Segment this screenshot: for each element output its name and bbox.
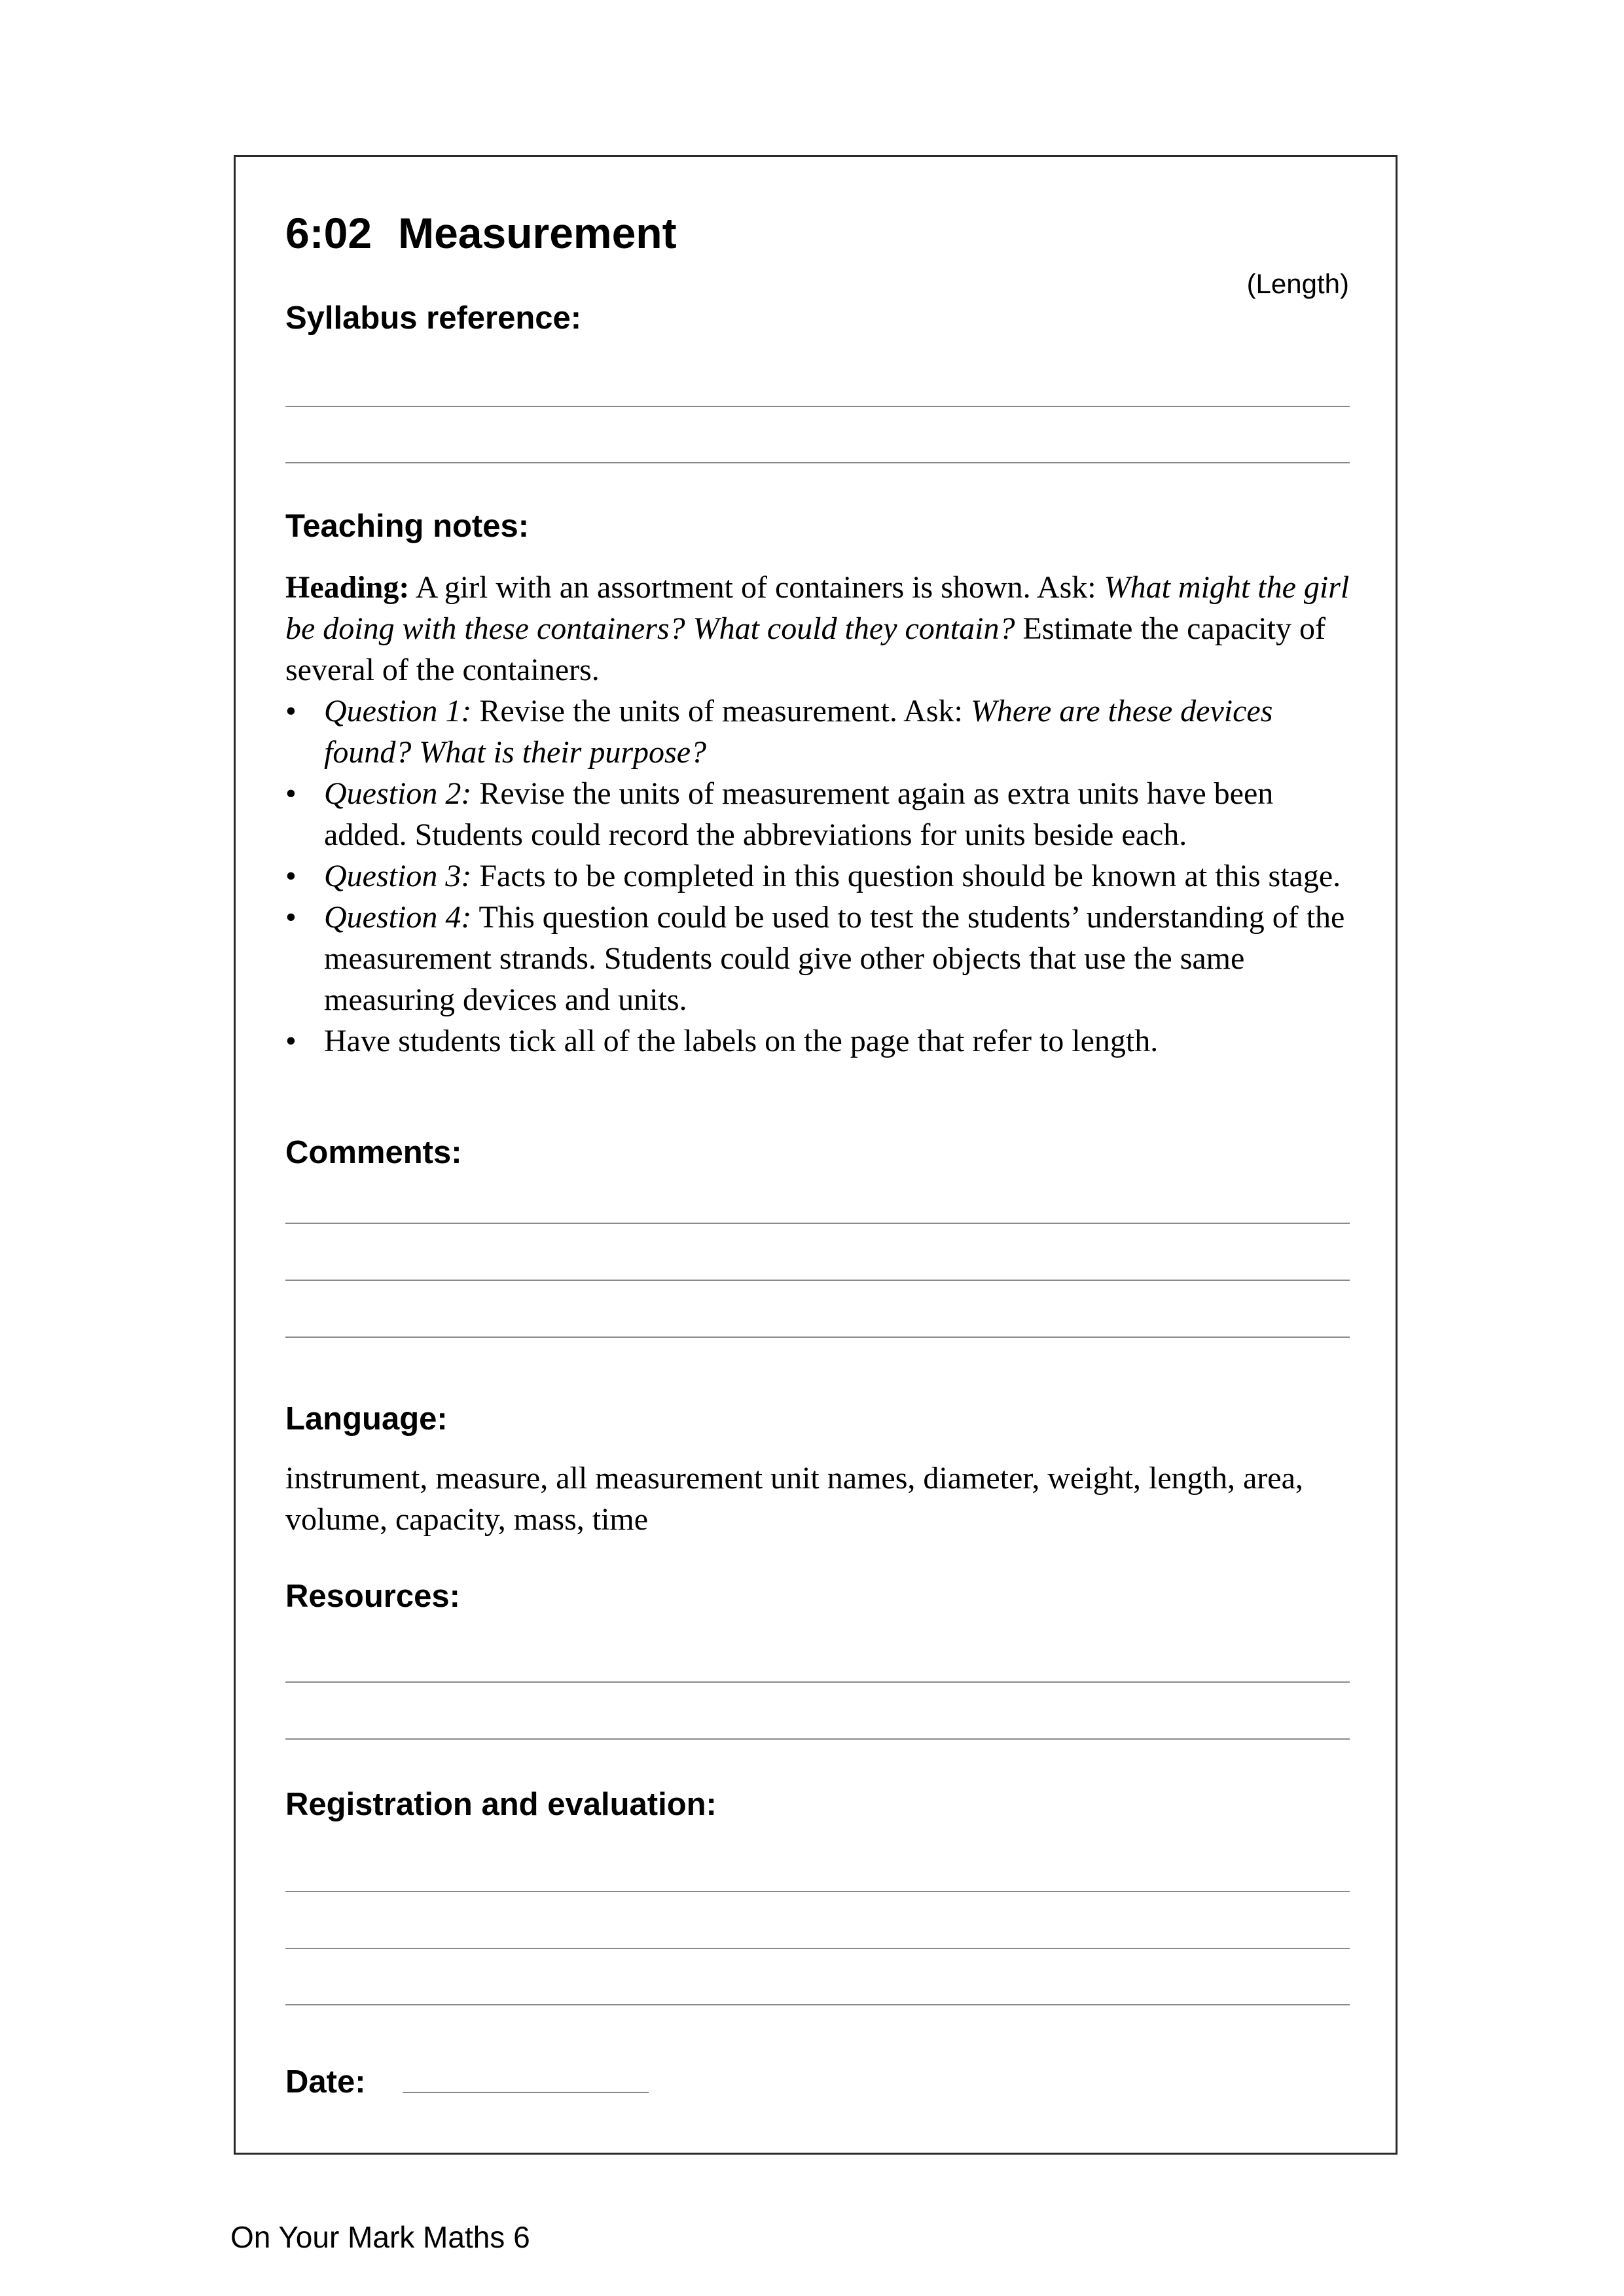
heading-note-question: What might the girl be doing with these containers? What could they contain? xyxy=(285,570,1350,646)
registration-line-2[interactable] xyxy=(285,1948,1350,1949)
strand-label: (Length) xyxy=(1246,268,1349,299)
page-footer: On Your Mark Maths 6 xyxy=(230,2220,530,2254)
page-title xyxy=(285,208,677,258)
heading-note-text: A girl with an assortment of containers is shown. Ask: xyxy=(409,570,1104,605)
question-notes-list xyxy=(285,691,1359,1062)
syllabus-line-2[interactable] xyxy=(285,462,1350,463)
comments-line-1[interactable] xyxy=(285,1223,1350,1224)
registration-line-3[interactable] xyxy=(285,2004,1350,2005)
list-item: • Have students tick all of the labels on the page that refer to length. xyxy=(285,1024,1159,1058)
list-item: • Question 3: Facts to be completed in this question should be known at this stage. xyxy=(285,859,1341,893)
comments-line-3[interactable] xyxy=(285,1336,1350,1338)
teaching-notes-body xyxy=(285,567,1359,1062)
resources-line-2[interactable] xyxy=(285,1738,1350,1740)
registration-heading: Registration and evaluation: xyxy=(285,1787,717,1822)
comments-heading: Comments: xyxy=(285,1135,462,1170)
lesson-title: Measurement xyxy=(398,209,677,257)
list-item: • Question 2: Revise the units of measurement again as extra units have been added. Students could record the abbreviations for units beside each. xyxy=(285,776,1274,852)
language-text: instrument, measure, all measurement unit names, diameter, weight, length, area, volume, capacity, mass, time xyxy=(285,1461,1303,1537)
list-item: • Question 4: This question could be used to test the students’ understanding of the measurement strands. Students could give other objects that use the same measuring devices and units. xyxy=(285,900,1345,1017)
comments-line-2[interactable] xyxy=(285,1280,1350,1281)
resources-line-1[interactable] xyxy=(285,1681,1350,1683)
heading-note-text-end: Estimate the capacity of several of the containers. xyxy=(285,611,1326,687)
teaching-notes-heading: Teaching notes: xyxy=(285,509,530,544)
heading-note-label: Heading: xyxy=(285,570,410,605)
date-line[interactable] xyxy=(403,2092,649,2093)
date-label: Date: xyxy=(285,2064,366,2100)
language-heading: Language: xyxy=(285,1401,448,1437)
list-item: • Question 1: Revise the units of measurement. Ask: Where are these devices found? What is their purpose? xyxy=(285,694,1273,770)
syllabus-line-1[interactable] xyxy=(285,406,1350,407)
registration-line-1[interactable] xyxy=(285,1891,1350,1892)
heading-note xyxy=(285,567,1359,691)
lesson-number: 6:02 xyxy=(285,209,372,257)
resources-heading: Resources: xyxy=(285,1579,460,1614)
syllabus-heading: Syllabus reference: xyxy=(285,300,582,336)
